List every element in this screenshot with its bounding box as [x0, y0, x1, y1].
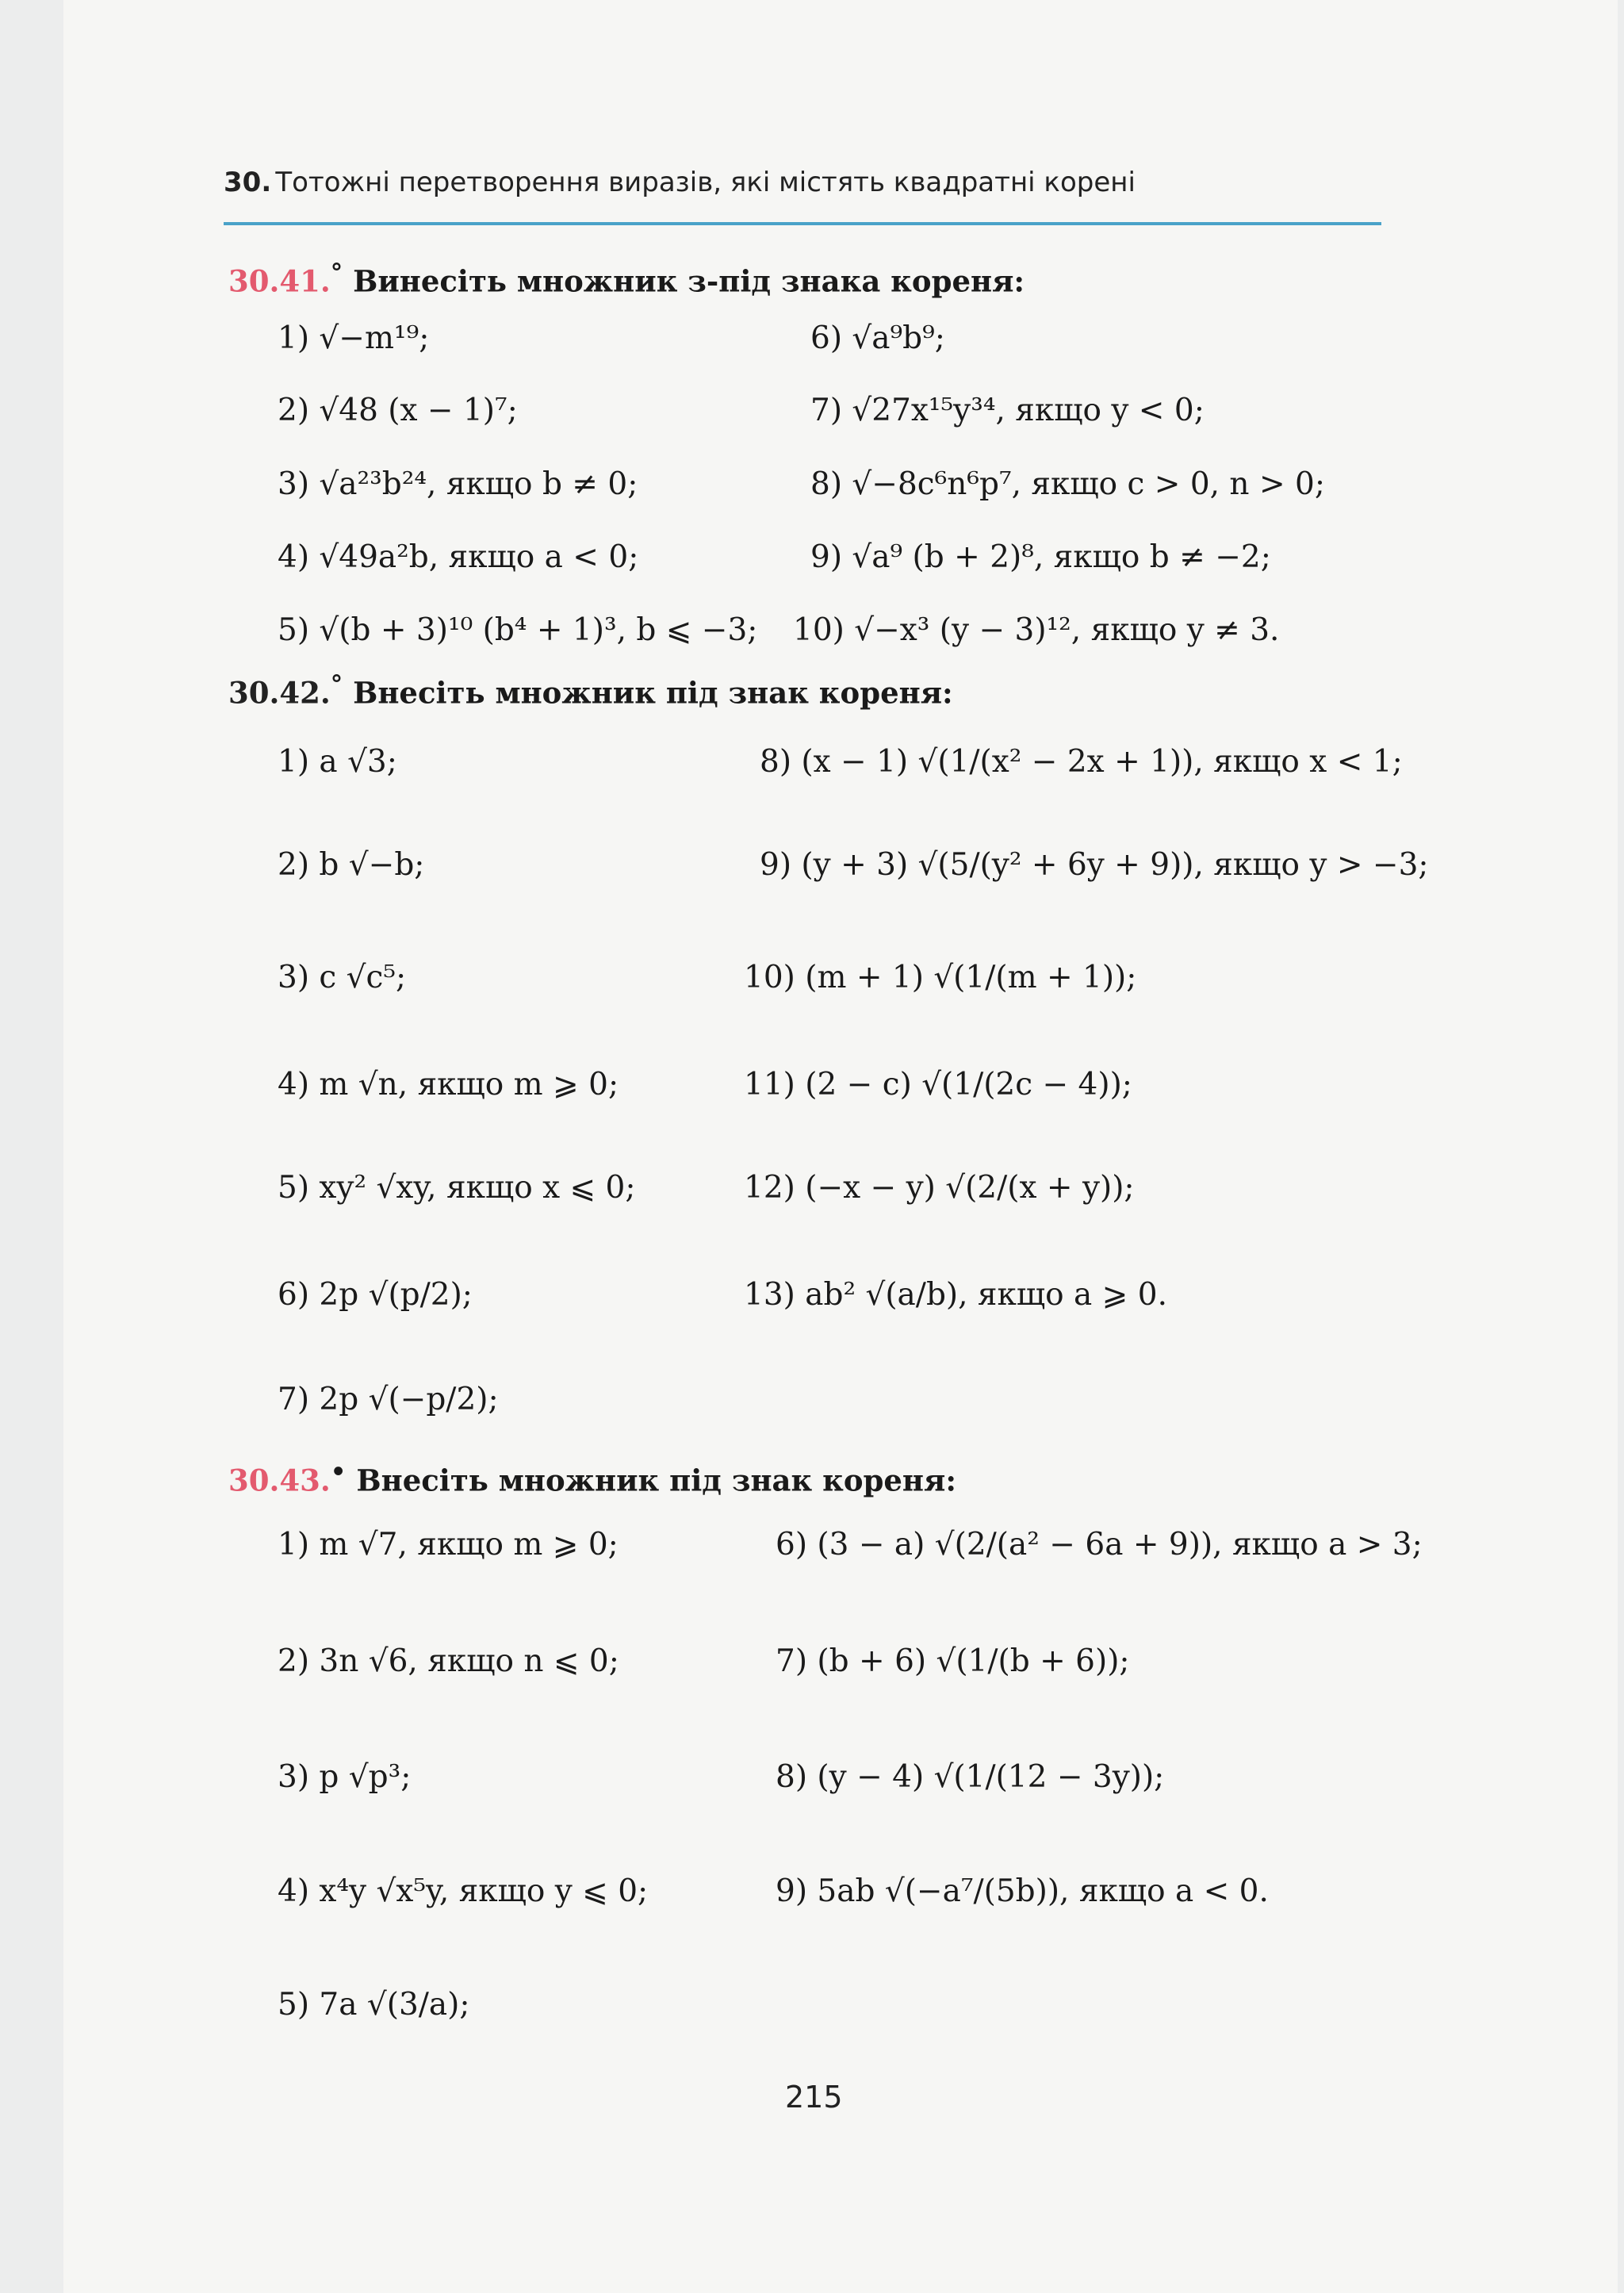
difficulty-mark: ° [330, 259, 343, 287]
exercise-item: 5) 7a √(3/a); [278, 1987, 470, 2023]
exercise-item: 13) ab² √(a/b), якщо a ⩾ 0. [744, 1277, 1167, 1313]
exercise-item: 6) √a⁹b⁹; [810, 320, 945, 356]
exercise-item: 7) (b + 6) √(1/(b + 6)); [776, 1643, 1130, 1679]
exercise-item: 2) b √−b; [278, 847, 425, 883]
exercise-number: 30.42. [228, 675, 331, 711]
exercise-43-heading [228, 1458, 956, 1497]
section-title: Тотожні перетворення виразів, які містять квадратні корені [275, 167, 1136, 198]
exercise-item: 5) xy² √xy, якщо x ⩽ 0; [278, 1170, 636, 1206]
exercise-item: 1) a √3; [278, 744, 397, 780]
exercise-item: 7) 2p √(−p/2); [278, 1382, 499, 1417]
difficulty-mark: • [330, 1458, 347, 1486]
exercise-item: 3) p √p³; [278, 1759, 412, 1795]
exercise-task: Внесіть множник під знак кореня: [356, 1463, 956, 1498]
exercise-item: 10) (m + 1) √(1/(m + 1)); [744, 960, 1137, 995]
exercise-item: 7) √27x¹⁵y³⁴, якщо y < 0; [810, 393, 1205, 428]
exercise-item: 12) (−x − y) √(2/(x + y)); [744, 1170, 1135, 1206]
exercise-item: 2) 3n √6, якщо n ⩽ 0; [278, 1643, 619, 1679]
exercise-item: 9) 5ab √(−a⁷/(5b)), якщо a < 0. [776, 1873, 1269, 1909]
exercise-item: 8) √−8c⁶n⁶p⁷, якщо c > 0, n > 0; [810, 466, 1325, 502]
exercise-item: 9) √a⁹ (b + 2)⁸, якщо b ≠ −2; [810, 539, 1271, 575]
exercise-task: Винесіть множник з-під знака кореня: [353, 263, 1025, 299]
exercise-item: 4) m √n, якщо m ⩾ 0; [278, 1067, 619, 1102]
page-number: 215 [785, 2080, 843, 2115]
exercise-item: 4) √49a²b, якщо a < 0; [278, 539, 639, 575]
exercise-number: 30.43. [228, 1463, 331, 1498]
exercise-41-heading [228, 259, 1025, 298]
difficulty-mark: ° [330, 670, 343, 699]
exercise-number: 30.41. [228, 263, 331, 299]
exercise-item: 6) 2p √(p/2); [278, 1277, 473, 1313]
exercise-item: 11) (2 − c) √(1/(2c − 4)); [744, 1067, 1132, 1102]
exercise-item: 2) √48 (x − 1)⁷; [278, 393, 518, 428]
exercise-item: 3) c √c⁵; [278, 960, 407, 995]
exercise-item: 9) (y + 3) √(5/(y² + 6y + 9)), якщо y > −3; [760, 847, 1429, 883]
exercise-item: 4) x⁴y √x⁵y, якщо y ⩽ 0; [278, 1873, 649, 1909]
exercise-task: Внесіть множник під знак кореня: [353, 675, 953, 711]
exercise-42-heading [228, 670, 953, 710]
exercise-item: 1) √−m¹⁹; [278, 320, 430, 356]
section-number: 30. [224, 167, 272, 198]
exercise-item: 3) √a²³b²⁴, якщо b ≠ 0; [278, 466, 638, 502]
section-header [224, 167, 1381, 225]
exercise-item: 5) √(b + 3)¹⁰ (b⁴ + 1)³, b ⩽ −3; [278, 612, 758, 648]
exercise-item: 1) m √7, якщо m ⩾ 0; [278, 1527, 619, 1563]
exercise-item: 8) (x − 1) √(1/(x² − 2x + 1)), якщо x < 1; [760, 744, 1403, 780]
exercise-item: 8) (y − 4) √(1/(12 − 3y)); [776, 1759, 1165, 1795]
exercise-item: 10) √−x³ (y − 3)¹², якщо y ≠ 3. [793, 612, 1280, 648]
exercise-item: 6) (3 − a) √(2/(a² − 6a + 9)), якщо a > 3; [776, 1527, 1423, 1563]
